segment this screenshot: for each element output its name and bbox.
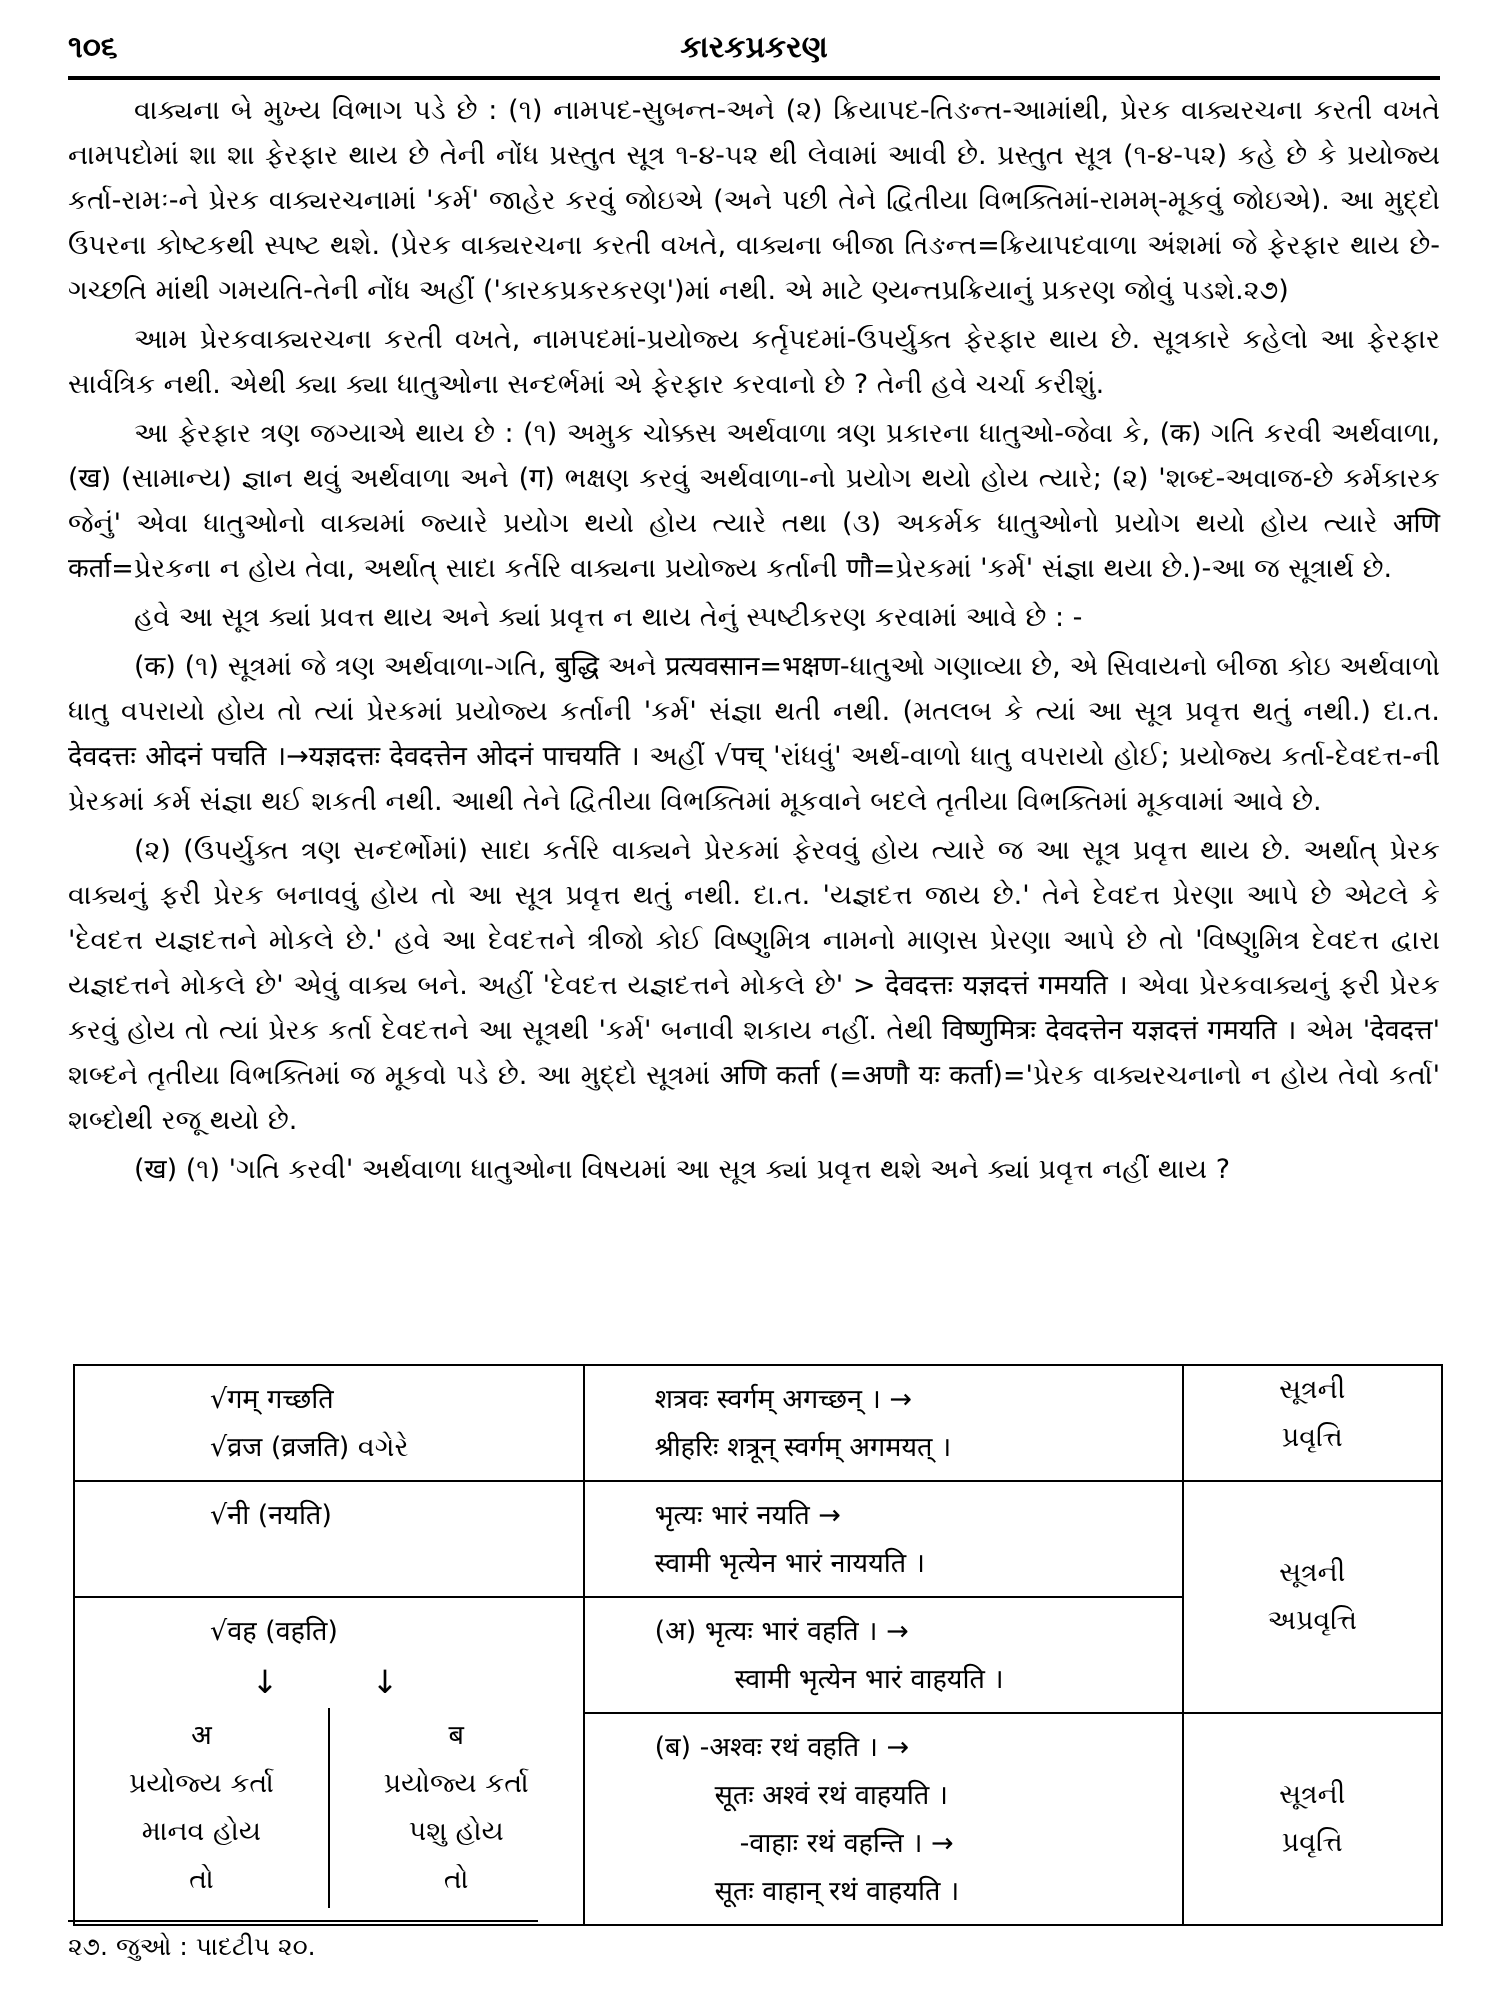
verb-cell (74, 1365, 584, 1481)
result-line: પ્રવૃત્તિ (1281, 1827, 1343, 1858)
paragraph-2: આમ પ્રેરકવાક્યરચના કરતી વખતે, નામપદમાં-પ્રયોજ્ય કર્તૃપદમાં-ઉપર્યુક્ત ફેરફાર થાય છે. સૂત્રકારે કહેલો આ ફેરફાર સાર્વત્રિક નથી. એથી ક્યા ક્યા ધાતુઓના સન્દર્ભમાં એ ફેરફાર કરવાનો છે ? તેની હવે ચર્ચા કરીશું. (68, 324, 1440, 400)
down-arrow-icon: ↓ (371, 1663, 399, 1701)
body-text (68, 88, 1440, 1196)
footnote: ૨૭. જુઓ : પાદટીપ ૨૦. (68, 1932, 316, 1961)
example-line: सूतः अश्वं रथं वाहयति । (714, 1780, 949, 1811)
paragraph-ka-1: (क) (૧) સૂત્રમાં જે ત્રણ અર્થવાળા-ગતિ, बुद्धि અને प्रत्यवसान=भक्षण-ધાતુઓ ગણાવ્યા છે, એ સિવાયનો બીજા કોઇ અર્થવાળો ધાતુ વપરાયો હોય તો ત્યાં પ્રેરકમાં પ્રયોજ્ય કર્તાની 'કર્મ' સંજ્ઞા થતી નથી. (મતલબ કે ત્યાં આ સૂત્ર પ્રવૃત્ત થતું નથી.) દા.ત. देवदत्तः ओदनं पचति ।→यज्ञदत्तः देवदत्तेन ओदनं पाचयति । અહીં √पच् 'રાંધવું' અર્થ-વાળો ધાતુ વપરાયો હોઈ; પ્રયોજ્ય કર્તા-દેવદત્ત-ની પ્રેરકમાં કર્મ સંજ્ઞા થઈ શકતી નથી. આથી તેને દ્વિતીયા વિભક્તિમાં મૂકવાને બદલે તૃતીયા વિભક્તિમાં મૂકવામાં આવે છે. (68, 651, 1440, 817)
result-cell (1183, 1365, 1443, 1481)
verb-line: √नी (नयति) (210, 1500, 332, 1531)
footnote-rule (68, 1920, 538, 1922)
verb-line: √व्रज (व्रजति) વગેરે (210, 1432, 409, 1463)
example-line: स्वामी भृत्येन भारं वाहयति । (734, 1664, 1004, 1695)
result-cell (1183, 1481, 1443, 1713)
example-cell (584, 1713, 1183, 1925)
result-line: સૂત્રની (1279, 1557, 1346, 1588)
example-line: भृत्यः भारं नयति → (654, 1500, 841, 1531)
agent-col-line: પશુ હોય (408, 1816, 504, 1847)
table-row (74, 1365, 1442, 1481)
agent-col-line: ब (448, 1720, 464, 1751)
agent-col-line: પ્રયોજ્ય કર્તા (128, 1768, 274, 1799)
paragraph-1: વાક્યના બે મુખ્ય વિભાગ પડે છે : (૧) નામપદ-સુબન્ત-અને (૨) ક્રિયાપદ-તિઙન્ત-આમાંથી, પ્રેરક વાક્યરચના કરતી વખતે નામપદોમાં શા શા ફેરફાર થાય છે તેની નોંધ પ્રસ્તુત સૂત્ર ૧-૪-૫૨ થી લેવામાં આવી છે. પ્રસ્તુત સૂત્ર (૧-૪-૫૨) કહે છે કે પ્રયોજ્ય કર્તા-રામઃ-ને પ્રેરક વાક્યરચનામાં 'કર્મ' જાહેર કરવું જોઇએ (અને પછી તેને દ્વિતીયા વિભક્તિમાં-રામમ્-મૂકવું જોઇએ). આ મુદ્દો ઉપરના કોષ્ટકથી સ્પષ્ટ થશે. (પ્રેરક વાક્યરચના કરતી વખતે, વાક્યના બીજા તિઙન્ત=ક્રિયાપદવાળા અંશમાં જે ફેરફાર થાય છે-ગચ્છતિ માંથી ગમયતિ-તેની નોંધ અહીં ('કારકપ્રકરકરણ')માં નથી. એ માટે ણ્યન્તપ્રક્રિયાનું પ્રકરણ જોવું પડશે.૨૭) (68, 95, 1440, 306)
example-cell (584, 1481, 1183, 1597)
agent-col-b (330, 1708, 583, 1908)
verb-line: √वह (वहति) (210, 1616, 338, 1647)
example-line: सूतः वाहान् रथं वाहयति । (714, 1876, 960, 1907)
result-line: સૂત્રની (1279, 1374, 1346, 1405)
verb-line: √गम् गच्छति (210, 1384, 334, 1415)
example-line: -वाहाः रथं वहन्ति । → (739, 1828, 954, 1859)
paragraph-3: આ ફેરફાર ત્રણ જગ્યાએ થાય છે : (૧) અમુક ચોક્કસ અર્થવાળા ત્રણ પ્રકારના ધાતુઓ-જેવા કે, (क) ગતિ કરવી અર્થવાળા, (ख) (સામાન્ય) જ્ઞાન થવું અર્થવાળા અને (ग) ભક્ષણ કરવું અર્થવાળા-નો પ્રયોગ થયો હોય ત્યારે; (૨) 'શબ્દ-અવાજ-છે કર્મકારક જેનું' એવા ધાતુઓનો વાક્યમાં જ્યારે પ્રયોગ થયો હોય ત્યારે તથા (૩) અકર્મક ધાતુઓનો પ્રયોગ થયો હોય ત્યારે अणि कर्ता=પ્રેરકના ન હોય તેવા, અર્થાત્ સાદા કર્તરિ વાક્યના પ્રયોજ્ય કર્તાની णौ=પ્રેરકમાં 'કર્મ' સંજ્ઞા થયા છે.)-આ જ સૂત્રાર્થ છે. (68, 418, 1440, 584)
running-title: કારકપ્રકરણ (680, 30, 828, 65)
example-line: शत्रवः स्वर्गम् अगच्छन् । → (654, 1384, 913, 1415)
result-line: પ્રવૃત્તિ (1281, 1422, 1343, 1453)
page-header (68, 30, 1440, 70)
arrow-row (75, 1656, 445, 1708)
agent-col-line: अ (191, 1720, 212, 1751)
agent-type-grid (75, 1708, 583, 1908)
example-cell (584, 1597, 1183, 1713)
verb-cell (74, 1597, 584, 1925)
down-arrow-icon: ↓ (251, 1663, 279, 1701)
example-line: स्वामी भृत्येन भारं नाययति । (654, 1548, 925, 1579)
paragraph-4: હવે આ સૂત્ર ક્યાં પ્રવત્ત થાય અને ક્યાં પ્રવૃત્ત ન થાય તેનું સ્પષ્ટીકરણ કરવામાં આવે છે : - (134, 602, 1083, 633)
agent-col-line: તો (443, 1864, 469, 1895)
example-line: (अ) भृत्यः भारं वहति । → (654, 1616, 909, 1647)
verb-cell (74, 1481, 584, 1597)
agent-col-line: પ્રયોજ્ય કર્તા (383, 1768, 529, 1799)
example-line: श्रीहरिः शत्रून् स्वर्गम् अगमयत् । (654, 1432, 952, 1463)
example-table (73, 1364, 1443, 1926)
result-cell (1183, 1713, 1443, 1925)
page-number: ૧૦૬ (68, 30, 118, 65)
paragraph-kha-1: (ख) (૧) 'ગતિ કરવી' અર્થવાળા ધાતુઓના વિષયમાં આ સૂત્ર ક્યાં પ્રવૃત્ત થશે અને ક્યાં પ્રવૃત્ત નહીં થાય ? (134, 1154, 1231, 1185)
table-row (74, 1481, 1442, 1597)
example-line: (ब) -अश्वः रथं वहति । → (654, 1732, 910, 1763)
result-line: સૂત્રની (1279, 1779, 1346, 1810)
header-rule (68, 76, 1440, 80)
example-cell (584, 1365, 1183, 1481)
agent-col-a (75, 1708, 330, 1908)
agent-col-line: તો (189, 1864, 214, 1895)
paragraph-2-note: (૨) (ઉપર્યુક્ત ત્રણ સન્દર્ભોમાં) સાદા કર્તરિ વાક્યને પ્રેરકમાં ફેરવવું હોય ત્યારે જ આ સૂત્ર પ્રવૃત્ત થાય છે. અર્થાત્ પ્રેરક વાક્યનું ફરી પ્રેરક બનાવવું હોય તો આ સૂત્ર પ્રવૃત્ત થતું નથી. દા.ત. 'યજ્ઞદત્ત જાય છે.' તેને દેવદત્ત પ્રેરણા આપે છે એટલે કે 'દેવદત્ત યજ્ઞદત્તને મોકલે છે.' હવે આ દેવદત્તને ત્રીજો કોઈ વિષ્ણુમિત્ર નામનો માણસ પ્રેરણા આપે છે તો 'વિષ્ણુમિત્ર દેવદત્ત દ્વારા યજ્ઞદત્તને મોકલે છે' એવું વાક્ય બને. અહીં 'દેવદત્ત યજ્ઞદત્તને મોકલે છે' > देवदत्तः यज्ञदत्तं गमयति । એવા પ્રેરકવાક્યનું ફરી પ્રેરક કરવું હોય તો ત્યાં પ્રેરક કર્તા દેવદત્તને આ સૂત્રથી 'કર્મ' બનાવી શકાય નહીં. તેથી विष्णुमित्रः देवदत्तेन यज्ञदत्तं गमयति । એમ 'देवदत्त' શબ્દને તૃતીયા વિભક્તિમાં જ મૂકવો પડે છે. આ મુદ્દો સૂત્રમાં अणि कर्ता (=अणौ यः कर्ता)='પ્રેરક વાક્યરચનાનો ન હોય તેવો કર્તા' શબ્દોથી રજૂ થયો છે. (68, 835, 1440, 1136)
result-line: અપ્રવૃત્તિ (1267, 1605, 1358, 1636)
agent-col-line: માનવ હોય (141, 1816, 262, 1847)
